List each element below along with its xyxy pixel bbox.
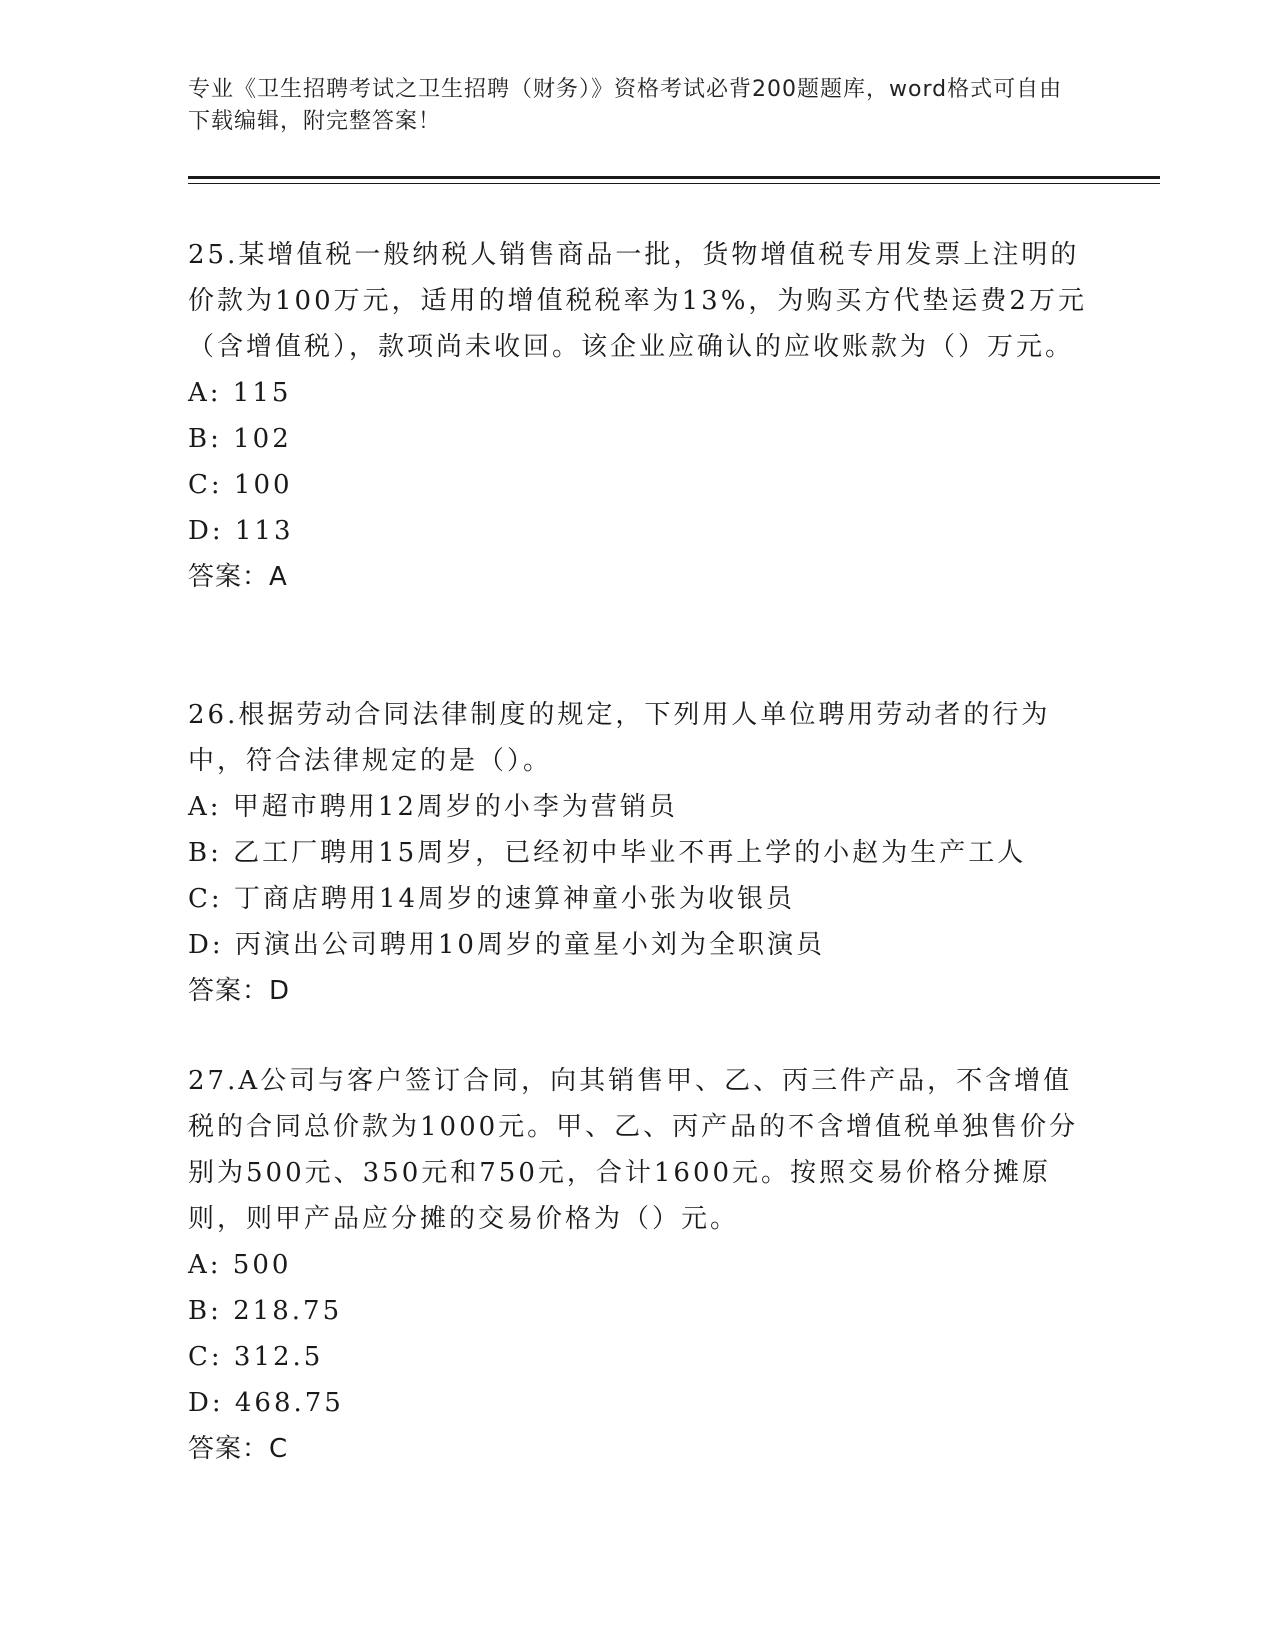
option-b: B: 218.75 bbox=[188, 1296, 343, 1326]
question-stem: 25.某增值税一般纳税人销售商品一批，货物增值税专用发票上注明的价款为100万元，适用的增值税税率为13%，为购买方代垫运费2万元（含增值税），款项尚未收回。该企业应确认的应收账款为（）万元。 bbox=[188, 240, 1087, 362]
option-c: C: 100 bbox=[188, 470, 293, 500]
document-header: 专业《卫生招聘考试之卫生招聘（财务）》资格考试必背200题题库，word格式可自由下载编辑，附完整答案！ bbox=[188, 77, 1063, 134]
option-a: A: 115 bbox=[188, 378, 292, 408]
option-c: C: 丁商店聘用14周岁的速算神童小张为收银员 bbox=[188, 884, 796, 914]
header-divider-thin bbox=[188, 183, 1160, 184]
question-stem: 26.根据劳动合同法律制度的规定，下列用人单位聘用劳动者的行为中，符合法律规定的是（）。 bbox=[188, 700, 1051, 776]
option-b: B: 102 bbox=[188, 424, 292, 454]
option-b: B: 乙工厂聘用15周岁，已经初中毕业不再上学的小赵为生产工人 bbox=[188, 838, 1027, 868]
option-a: A: 500 bbox=[188, 1250, 292, 1280]
question-25 bbox=[188, 232, 1088, 600]
option-a: A: 甲超市聘用12周岁的小李为营销员 bbox=[188, 792, 678, 822]
answer-line: 答案：A bbox=[188, 562, 288, 592]
option-d: D: 113 bbox=[188, 516, 294, 546]
question-27 bbox=[188, 1058, 1088, 1472]
answer-line: 答案：C bbox=[188, 1434, 289, 1464]
answer-line: 答案：D bbox=[188, 976, 291, 1006]
question-stem: 27.A公司与客户签订合同，向其销售甲、乙、丙三件产品，不含增值税的合同总价款为1000元。甲、乙、丙产品的不含增值税单独售价分别为500元、350元和750元，合计1600元。按照交易价格分摊原则，则甲产品应分摊的交易价格为（）元。 bbox=[188, 1066, 1079, 1234]
header-divider-thick bbox=[188, 176, 1160, 179]
option-d: D: 468.75 bbox=[188, 1388, 344, 1418]
question-26 bbox=[188, 692, 1088, 1014]
option-d: D: 丙演出公司聘用10周岁的童星小刘为全职演员 bbox=[188, 930, 825, 960]
option-c: C: 312.5 bbox=[188, 1342, 324, 1372]
